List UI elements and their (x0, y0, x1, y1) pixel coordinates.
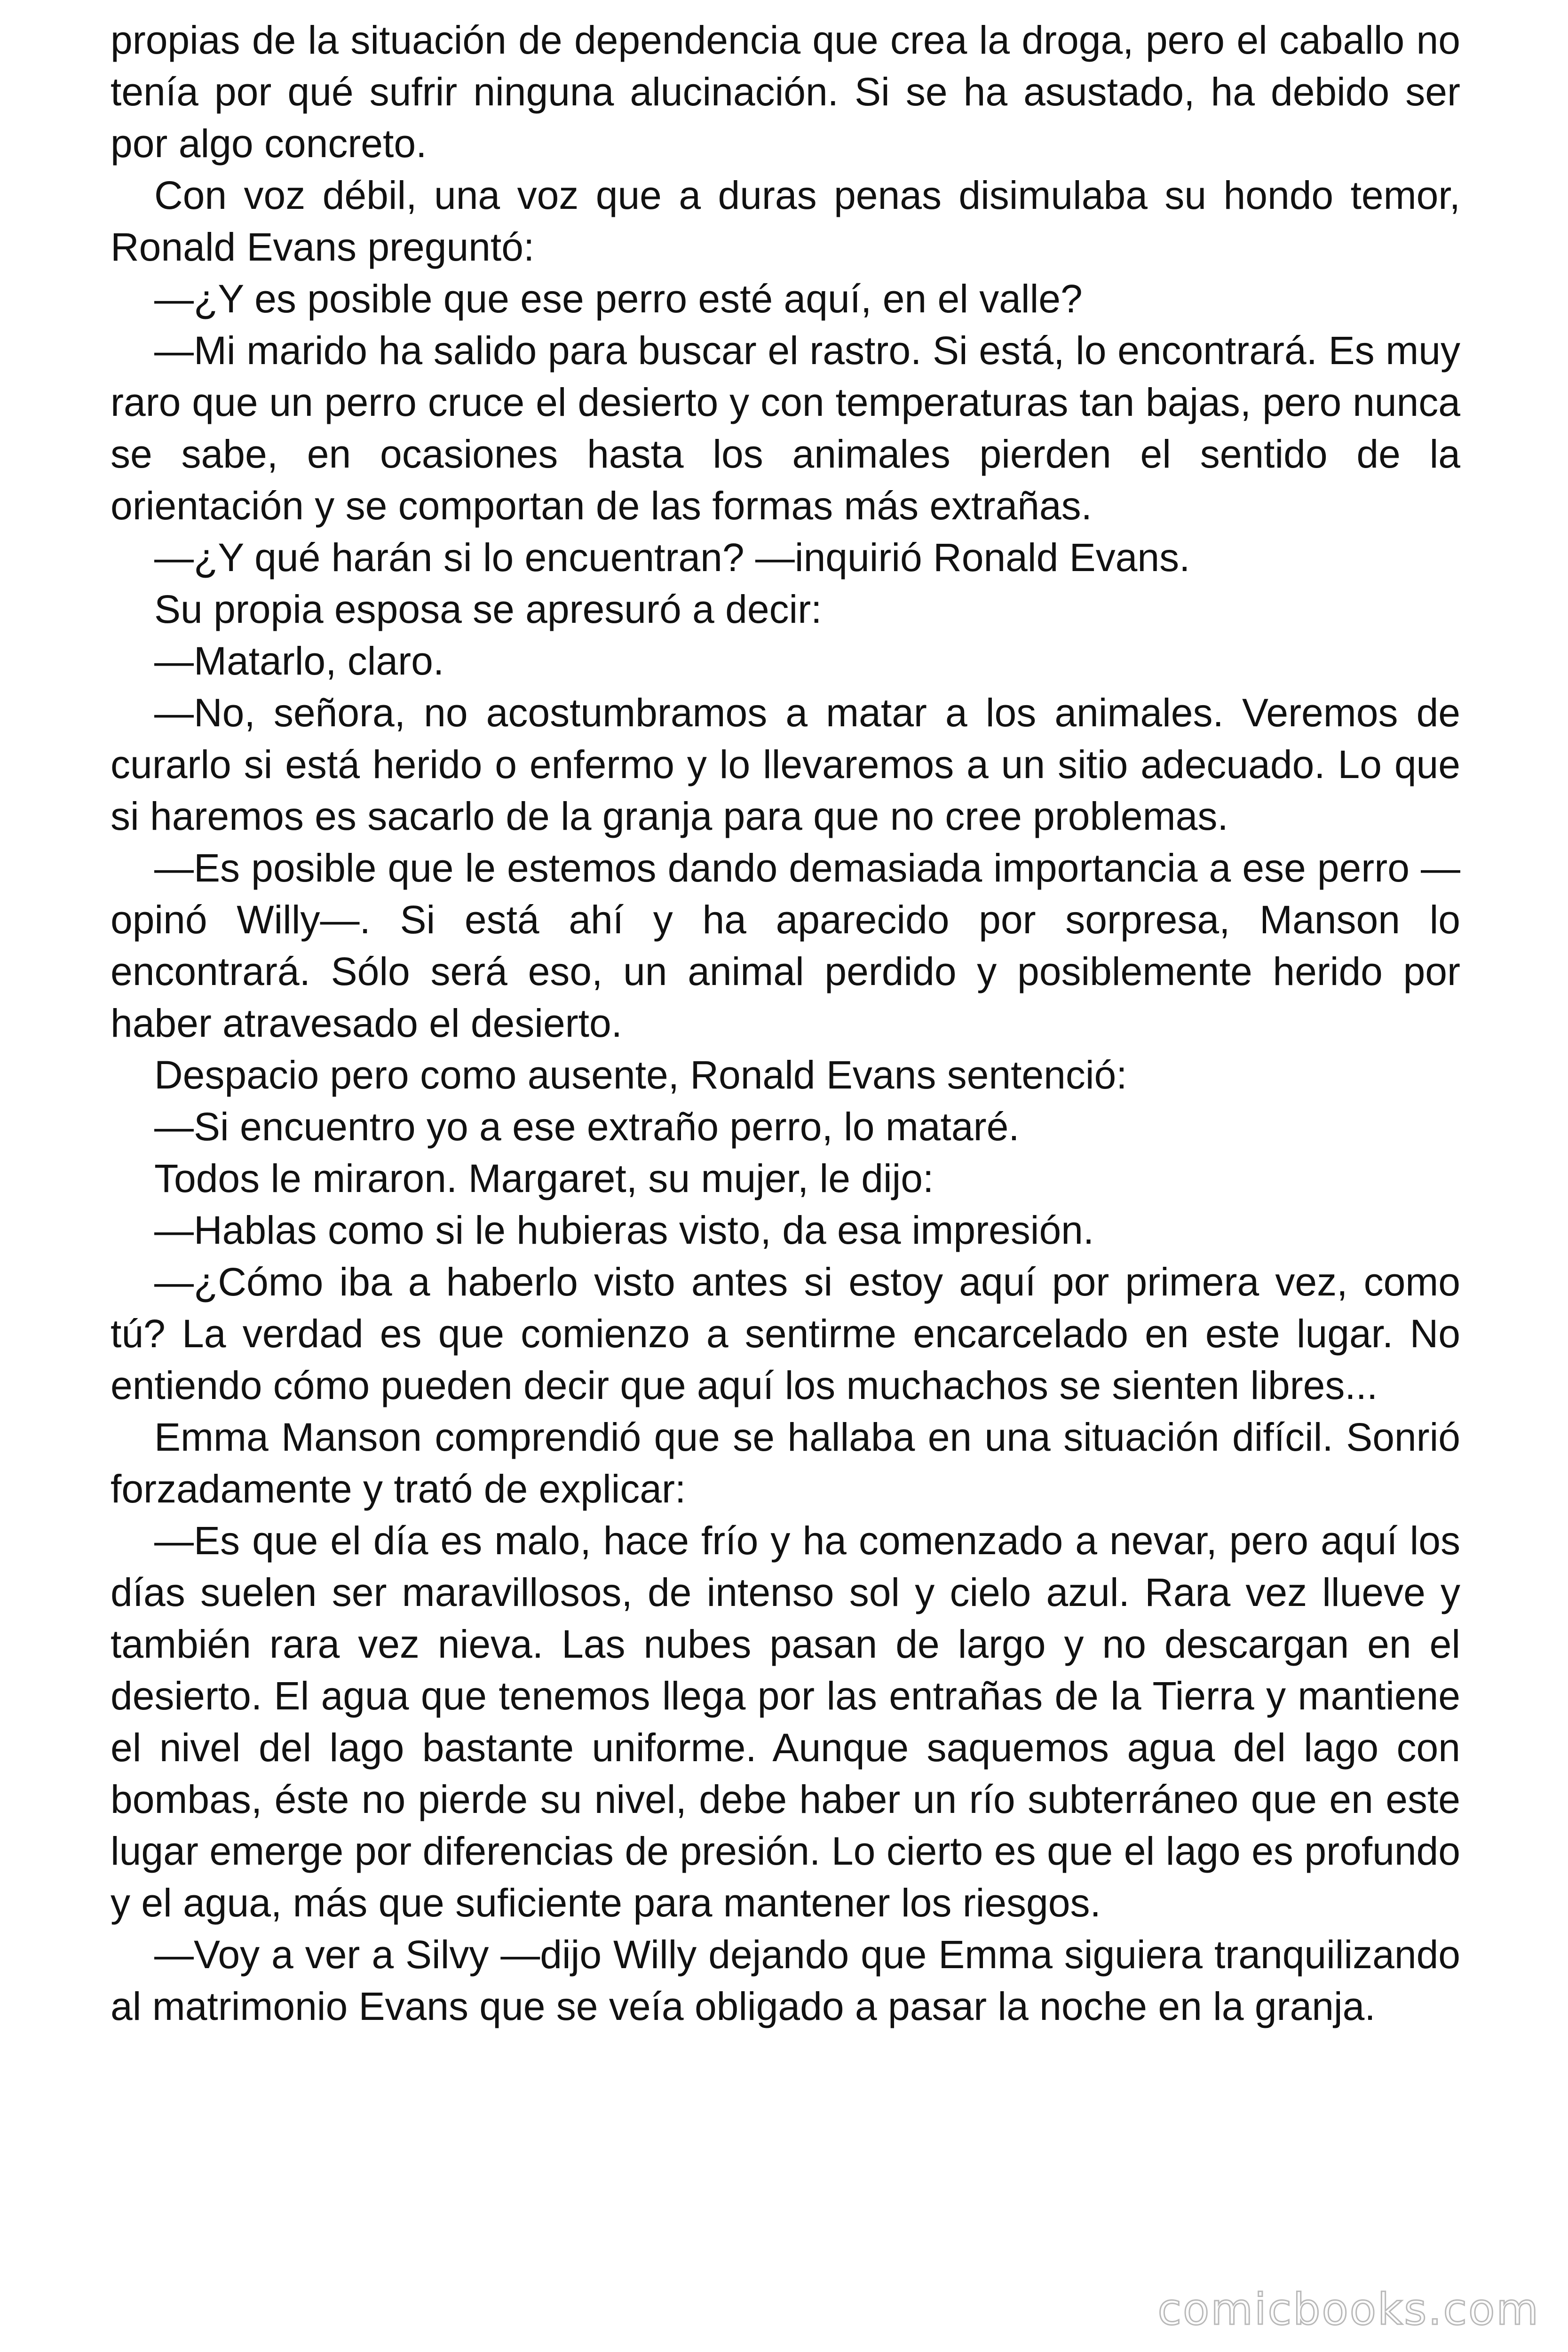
watermark: comicbooks.com (1157, 2284, 1540, 2335)
paragraph-7: —Matarlo, claro. (154, 639, 444, 683)
paragraph-1: propias de la situación de dependencia que crea la droga, pero el caballo no tenía por qué sufrir ninguna alucinación. Si se ha asustado, ha debido ser por algo concreto. (111, 18, 1460, 166)
paragraph-16: —Es que el día es malo, hace frío y ha comenzado a nevar, pero aquí los días suelen ser maravillosos, de intenso sol y cielo azul. Rara vez llueve y también rara vez nieva. Las nubes pasan de largo y no descargan en el desierto. El agua que tenemos llega por las entrañas de la Tierra y mantiene el nivel del lago bastante uniforme. Aunque saquemos agua del lago con bombas, éste no pierde su nivel, debe haber un río subterráneo que en este lugar emerge por diferencias de presión. Lo cierto es que el lago es profundo y el agua, más que suficiente para mantener los riesgos. (111, 1518, 1460, 1925)
body-text (111, 14, 1460, 2032)
paragraph-15: Emma Manson comprendió que se hallaba en una situación difícil. Sonrió forzadamente y trató de explicar: (111, 1415, 1460, 1511)
paragraph-4: —Mi marido ha salido para buscar el rastro. Si está, lo encontrará. Es muy raro que un perro cruce el desierto y con temperaturas tan bajas, pero nunca se sabe, en ocasiones hasta los animales pierden el sentido de la orientación y se comportan de las formas más extrañas. (111, 328, 1460, 528)
paragraph-14: —¿Cómo iba a haberlo visto antes si estoy aquí por primera vez, como tú? La verdad es que comienzo a sentirme encarcelado en este lugar. No entiendo cómo pueden decir que aquí los muchachos se sienten libres... (111, 1260, 1460, 1407)
paragraph-3: —¿Y es posible que ese perro esté aquí, en el valle? (154, 277, 1083, 321)
paragraph-13: —Hablas como si le hubieras visto, da esa impresión. (154, 1208, 1094, 1252)
paragraph-11: —Si encuentro yo a ese extraño perro, lo mataré. (154, 1104, 1020, 1149)
paragraph-8: —No, señora, no acostumbramos a matar a los animales. Veremos de curarlo si está herido o enfermo y lo llevaremos a un sitio adecuado. Lo que si haremos es sacarlo de la granja para que no cree problemas. (111, 691, 1460, 838)
paragraph-2: Con voz débil, una voz que a duras penas disimulaba su hondo temor, Ronald Evans preguntó: (111, 173, 1460, 269)
paragraph-6: Su propia esposa se apresuró a decir: (154, 587, 822, 631)
paragraph-5: —¿Y qué harán si lo encuentran? —inquirió Ronald Evans. (154, 535, 1190, 580)
paragraph-9: —Es posible que le estemos dando demasiada importancia a ese perro —opinó Willy—. Si está ahí y ha aparecido por sorpresa, Manson lo encontrará. Sólo será eso, un animal perdido y posiblemente herido por haber atravesado el desierto. (111, 846, 1460, 1045)
paragraph-10: Despacio pero como ausente, Ronald Evans sentenció: (154, 1053, 1127, 1097)
paragraph-17: —Voy a ver a Silvy —dijo Willy dejando que Emma siguiera tranquilizando al matrimonio Evans que se veía obligado a pasar la noche en la granja. (111, 1932, 1460, 2028)
paragraph-12: Todos le miraron. Margaret, su mujer, le dijo: (154, 1156, 934, 1200)
